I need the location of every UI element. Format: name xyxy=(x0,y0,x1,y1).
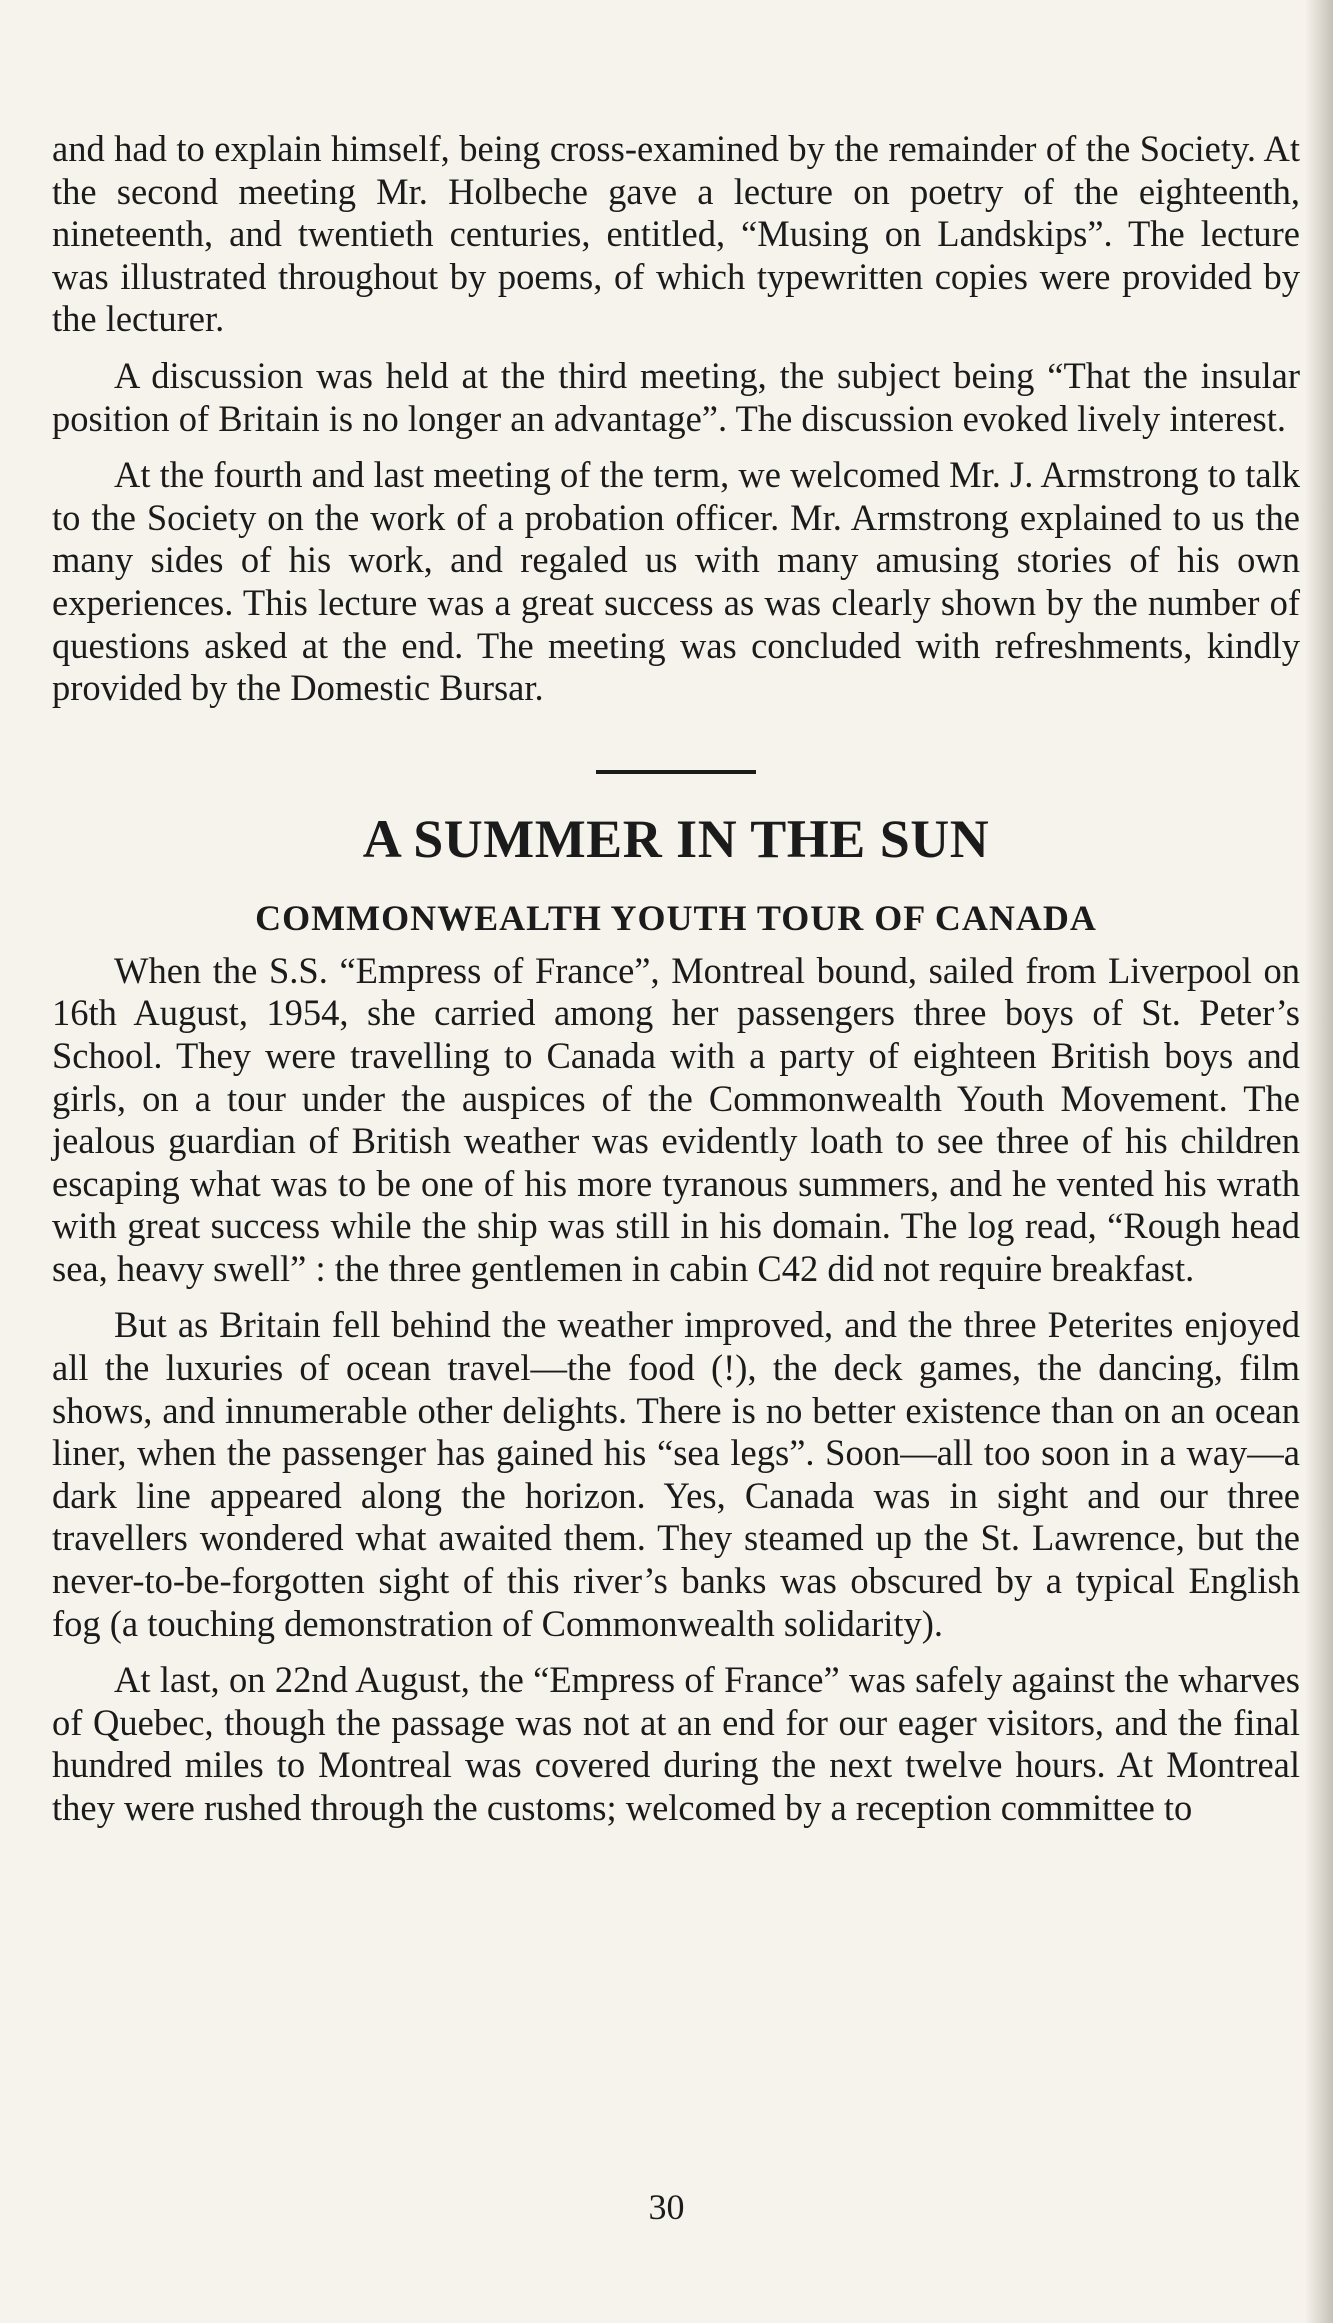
article-subtitle: COMMONWEALTH YOUTH TOUR OF CANADA xyxy=(255,897,1097,938)
paragraph-discussion: A discussion was held at the third meeting, the subject being “That the insular position of Britain is no longer an advantage”. The discussion evoked lively interest. xyxy=(52,354,1300,439)
paragraph-ocean-travel: But as Britain fell behind the weather improved, and the three Peterites enjoyed all the luxuries of ocean travel—the food (!), the deck games, the dancing, film shows, and innumerable other delights. There is no better existence than on an ocean liner, when the passenger has gained his “sea legs”. Soon—all too soon in a way—a dark line appeared along the horizon. Yes, Canada was in sight and our three travellers wondered what awaited them. They steamed up the St. Lawrence, but the never-to-be-forgotten sight of this river’s banks was obscured by a typical English fog (a touching demonstration of Commonwealth solidarity). xyxy=(52,1304,1300,1644)
article-title: A SUMMER IN THE SUN xyxy=(362,808,990,869)
paragraph-arrival: At last, on 22nd August, the “Empress of France” was safely against the wharves of Quebec, though the passage was not at an end for our eager visitors, and the final hundred miles to Montreal was covered during the next twelve hours. At Montreal they were rushed through the customs; welcomed by a reception committee to xyxy=(52,1659,1300,1828)
section-divider xyxy=(596,770,756,774)
text-column xyxy=(52,128,1300,1844)
paragraph-fourth-meeting: At the fourth and last meeting of the term, we welcomed Mr. J. Armstrong to talk to the Society on the work of a probation officer. Mr. Armstrong explained to us the many sides of his work, and regaled us with many amusing stories of his own experiences. This lecture was a great success as was clearly shown by the number of questions asked at the end. The meeting was concluded with refreshments, kindly provided by the Domestic Bursar. xyxy=(52,454,1301,709)
page-edge-shadow xyxy=(1305,0,1333,2323)
page-number: 30 xyxy=(648,2187,685,2227)
paragraph-voyage: When the S.S. “Empress of France”, Montreal bound, sailed from Liverpool on 16th August, 1954, she carried among her passengers three boys of St. Peter’s School. They were travelling to Canada with a party of eighteen British boys and girls, on a tour under the auspices of the Commonwealth Youth Movement. The jealous guardian of British weather was evidently loath to see three of his children escaping what was to be one of his more tyranous summers, and he vented his wrath with great success while the ship was still in his domain. The log read, “Rough head sea, heavy swell” : the three gentlemen in cabin C42 did not require breakfast. xyxy=(52,949,1300,1289)
paragraph-continued: and had to explain himself, being cross-examined by the remainder of the Society. At the second meeting Mr. Holbeche gave a lecture on poetry of the eighteenth, nineteenth, and twentieth centuries, entitled, “Musing on Landskips”. The lecture was illustrated throughout by poems, of which typewritten copies were provided by the lecturer. xyxy=(52,128,1300,340)
